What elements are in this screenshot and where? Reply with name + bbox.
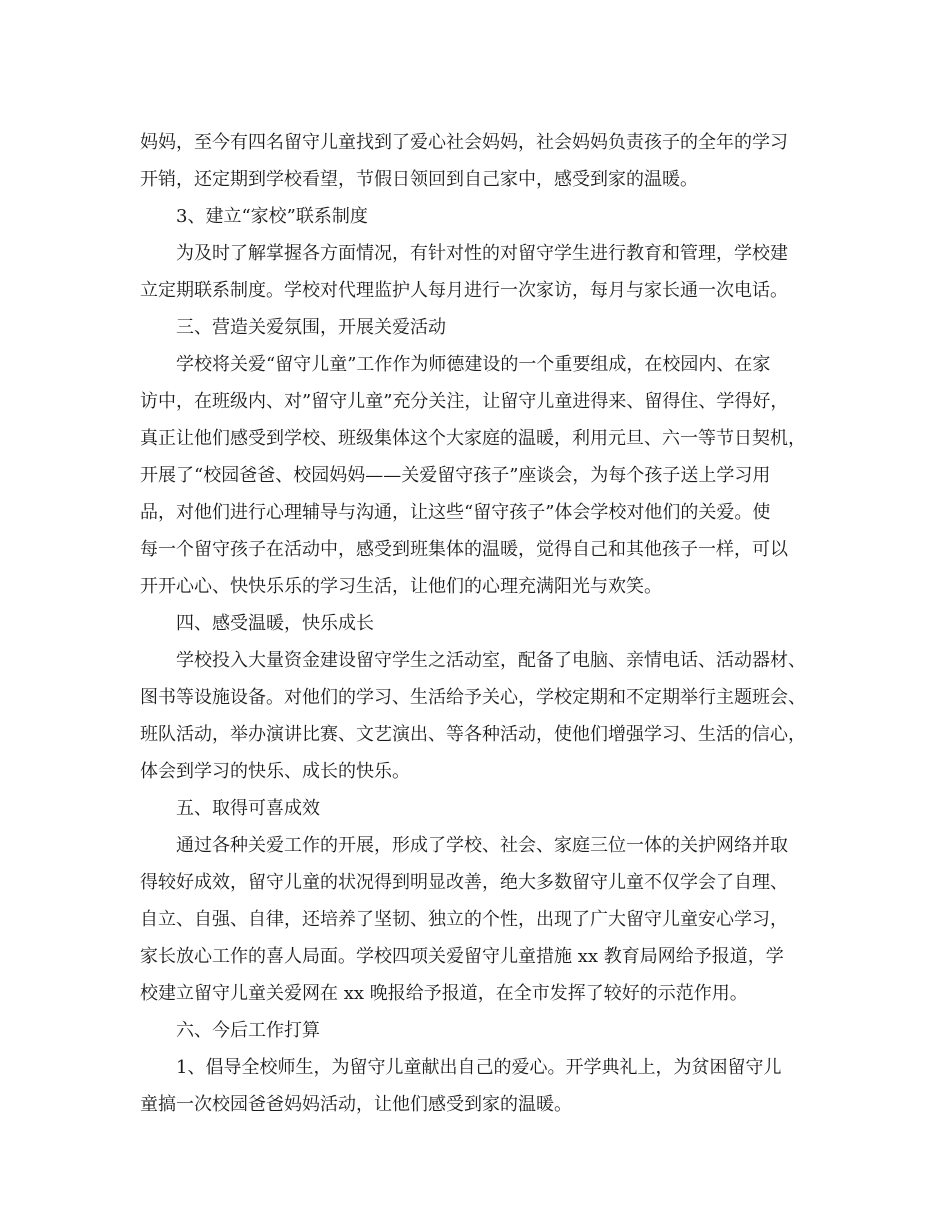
paragraph-line: 立定期联系制度。学校对代理监护人每月进行一次家访，每月与家长通一次电话。	[140, 280, 788, 301]
paragraph-line: 1、倡导全校师生，为留守儿童献出自己的爱心。开学典礼上，为贫困留守儿	[176, 1057, 782, 1078]
heading-text: 五、取得可喜成效	[176, 798, 320, 819]
paragraph-line: 开销，还定期到学校看望，节假日领回到自己家中，感受到家的温暖。	[140, 169, 698, 190]
body-paragraph	[140, 346, 820, 605]
paragraph-line: 体会到学习的快乐、成长的快乐。	[140, 761, 410, 782]
paragraph-line: 学校投入大量资金建设留守学生之活动室，配备了电脑、亲情电话、活动器材、	[176, 650, 806, 671]
heading-text: 六、今后工作打算	[176, 1020, 320, 1041]
paragraph-line: 每一个留守孩子在活动中，感受到班集体的温暖，觉得自己和其他孩子一样，可以	[140, 539, 788, 560]
paragraph-line: 访中，在班级内、对”留守儿童”充分关注，让留守儿童进得来、留得住、学得好，	[140, 391, 789, 412]
body-paragraph	[140, 235, 820, 309]
section-heading	[140, 198, 820, 235]
heading-text: 四、感受温暖，快乐成长	[176, 613, 374, 634]
section-heading	[140, 309, 820, 346]
body-paragraph	[140, 124, 820, 198]
paragraph-line: 学校将关爱“留守儿童”工作作为师德建设的一个重要组成，在校园内、在家	[176, 354, 771, 375]
paragraph-line: 为及时了解掌握各方面情况，有针对性的对留守学生进行教育和管理，学校建	[176, 243, 788, 264]
paragraph-line: 品，对他们进行心理辅导与沟通，让这些“留守孩子”体会学校对他们的关爱。使	[140, 502, 771, 523]
document-body	[140, 124, 820, 1123]
heading-text: 3、建立“家校”联系制度	[176, 206, 368, 227]
paragraph-line: 真正让他们感受到学校、班级集体这个大家庭的温暖，利用元旦、六一等节日契机，	[140, 428, 806, 449]
paragraph-line: 自立、自强、自律，还培养了坚韧、独立的个性，出现了广大留守儿童安心学习，	[140, 909, 788, 930]
section-heading	[140, 1012, 820, 1049]
paragraph-line: 开开心心、快快乐乐的学习生活，让他们的心理充满阳光与欢笑。	[140, 576, 662, 597]
paragraph-line: 通过各种关爱工作的开展，形成了学校、社会、家庭三位一体的关护网络并取	[176, 835, 788, 856]
paragraph-line: 妈妈，至今有四名留守儿童找到了爱心社会妈妈，社会妈妈负责孩子的全年的学习	[140, 132, 788, 153]
paragraph-line: 图书等设施设备。对他们的学习、生活给予关心，学校定期和不定期举行主题班会、	[140, 687, 806, 708]
paragraph-line: 开展了“校园爸爸、校园妈妈——关爱留守孩子”座谈会，为每个孩子送上学习用	[140, 465, 771, 486]
section-heading	[140, 605, 820, 642]
body-paragraph	[140, 642, 820, 790]
paragraph-line: 得较好成效，留守儿童的状况得到明显改善，绝大多数留守儿童不仅学会了自理、	[140, 872, 788, 893]
paragraph-line: 家长放心工作的喜人局面。学校四项关爱留守儿童措施 xx 教育局网给予报道，学	[140, 946, 784, 967]
section-heading	[140, 790, 820, 827]
heading-text: 三、营造关爱氛围，开展关爱活动	[176, 317, 446, 338]
paragraph-line: 校建立留守儿童关爱网在 xx 晚报给予报道，在全市发挥了较好的示范作用。	[140, 983, 748, 1004]
paragraph-line: 班队活动，举办演讲比赛、文艺演出、等各种活动，使他们增强学习、生活的信心，	[140, 724, 806, 745]
body-paragraph	[140, 827, 820, 1012]
body-paragraph	[140, 1049, 820, 1123]
paragraph-line: 童搞一次校园爸爸妈妈活动，让他们感受到家的温暖。	[140, 1094, 572, 1115]
